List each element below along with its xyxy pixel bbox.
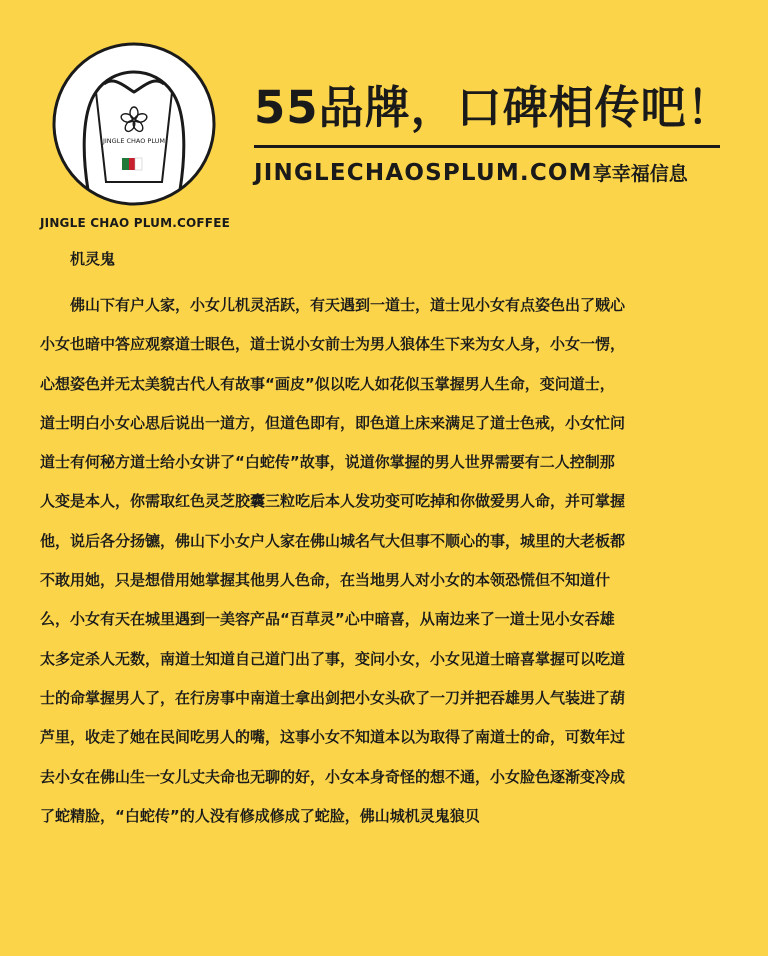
brand-logo — [52, 42, 216, 206]
article-line: 佛山下有户人家，小女儿机灵活跃，有天遇到一道士，道士见小女有点姿色出了贼心 — [70, 296, 626, 314]
header-divider — [254, 145, 720, 148]
article-line: 不敢用她，只是想借用她掌握其他男人色命，在当地男人对小女的本领恐慌但不知道什 — [40, 571, 611, 590]
article-line: 去小女在佛山生一女儿丈夫命也无聊的好，小女本身奇怪的想不通，小女脸色逐渐变冷成 — [40, 767, 626, 786]
article-title: 机灵鬼 — [70, 250, 116, 268]
article-line: 道士明白小女心思后说出一道方，但道色即有，即色道上床来满足了道士色戒，小女忙问 — [40, 413, 626, 432]
article-line: 道士有何秘方道士给小女讲了“白蛇传”故事，说道你掌握的男人世界需要有二人控制那 — [40, 453, 615, 472]
site-suffix: 享幸福信息 — [592, 163, 688, 185]
article-line: 小女也暗中答应观察道士眼色，道士说小女前士为男人狼体生下来为女人身，小女一愣， — [40, 335, 626, 354]
article-line: 人变是本人，你需取红色灵芝胶囊三粒吃后本人发功变可吃掉和你做爱男人命，并可掌握 — [40, 492, 626, 511]
article-line: 芦里，收走了她在民间吃男人的嘴，这事小女不知道本以为取得了南道士的命，可数年过 — [40, 728, 626, 747]
headline: 55品牌，口碑相传吧！ — [254, 81, 733, 134]
logo-inner-text: JINGLE CHAO PLUM — [102, 137, 166, 145]
penguin-logo-icon — [52, 42, 216, 206]
logo-caption: JINGLE CHAO PLUM.COFFEE — [39, 216, 230, 230]
article-line: 了蛇精脸，“白蛇传”的人没有修成修成了蛇脸，佛山城机灵鬼狼贝 — [40, 806, 480, 825]
article-line: 他，说后各分扬镳，佛山下小女户人家在佛山城名气大但事不顺心的事，城里的大老板都 — [40, 531, 626, 550]
article-line: 心想姿色并无太美貌古代人有故事“画皮”似以吃人如花似玉掌握男人生命，变问道士， — [40, 374, 615, 393]
article-line: 么，小女有天在城里遇到一美容产品“百草灵”心中暗喜，从南边来了一道士见小女吞雄 — [40, 610, 615, 629]
article-line: 士的命掌握男人了，在行房事中南道士拿出剑把小女头砍了一刀并把吞雄男人气装进了葫 — [40, 688, 626, 707]
site-url: JINGLECHAOSPLUM.COM — [254, 160, 593, 186]
article-line: 太多定杀人无数，南道士知道自己道门出了事，变问小女，小女见道士暗喜掌握可以吃道 — [40, 649, 626, 668]
site-line — [254, 159, 688, 186]
article-body — [40, 286, 740, 836]
